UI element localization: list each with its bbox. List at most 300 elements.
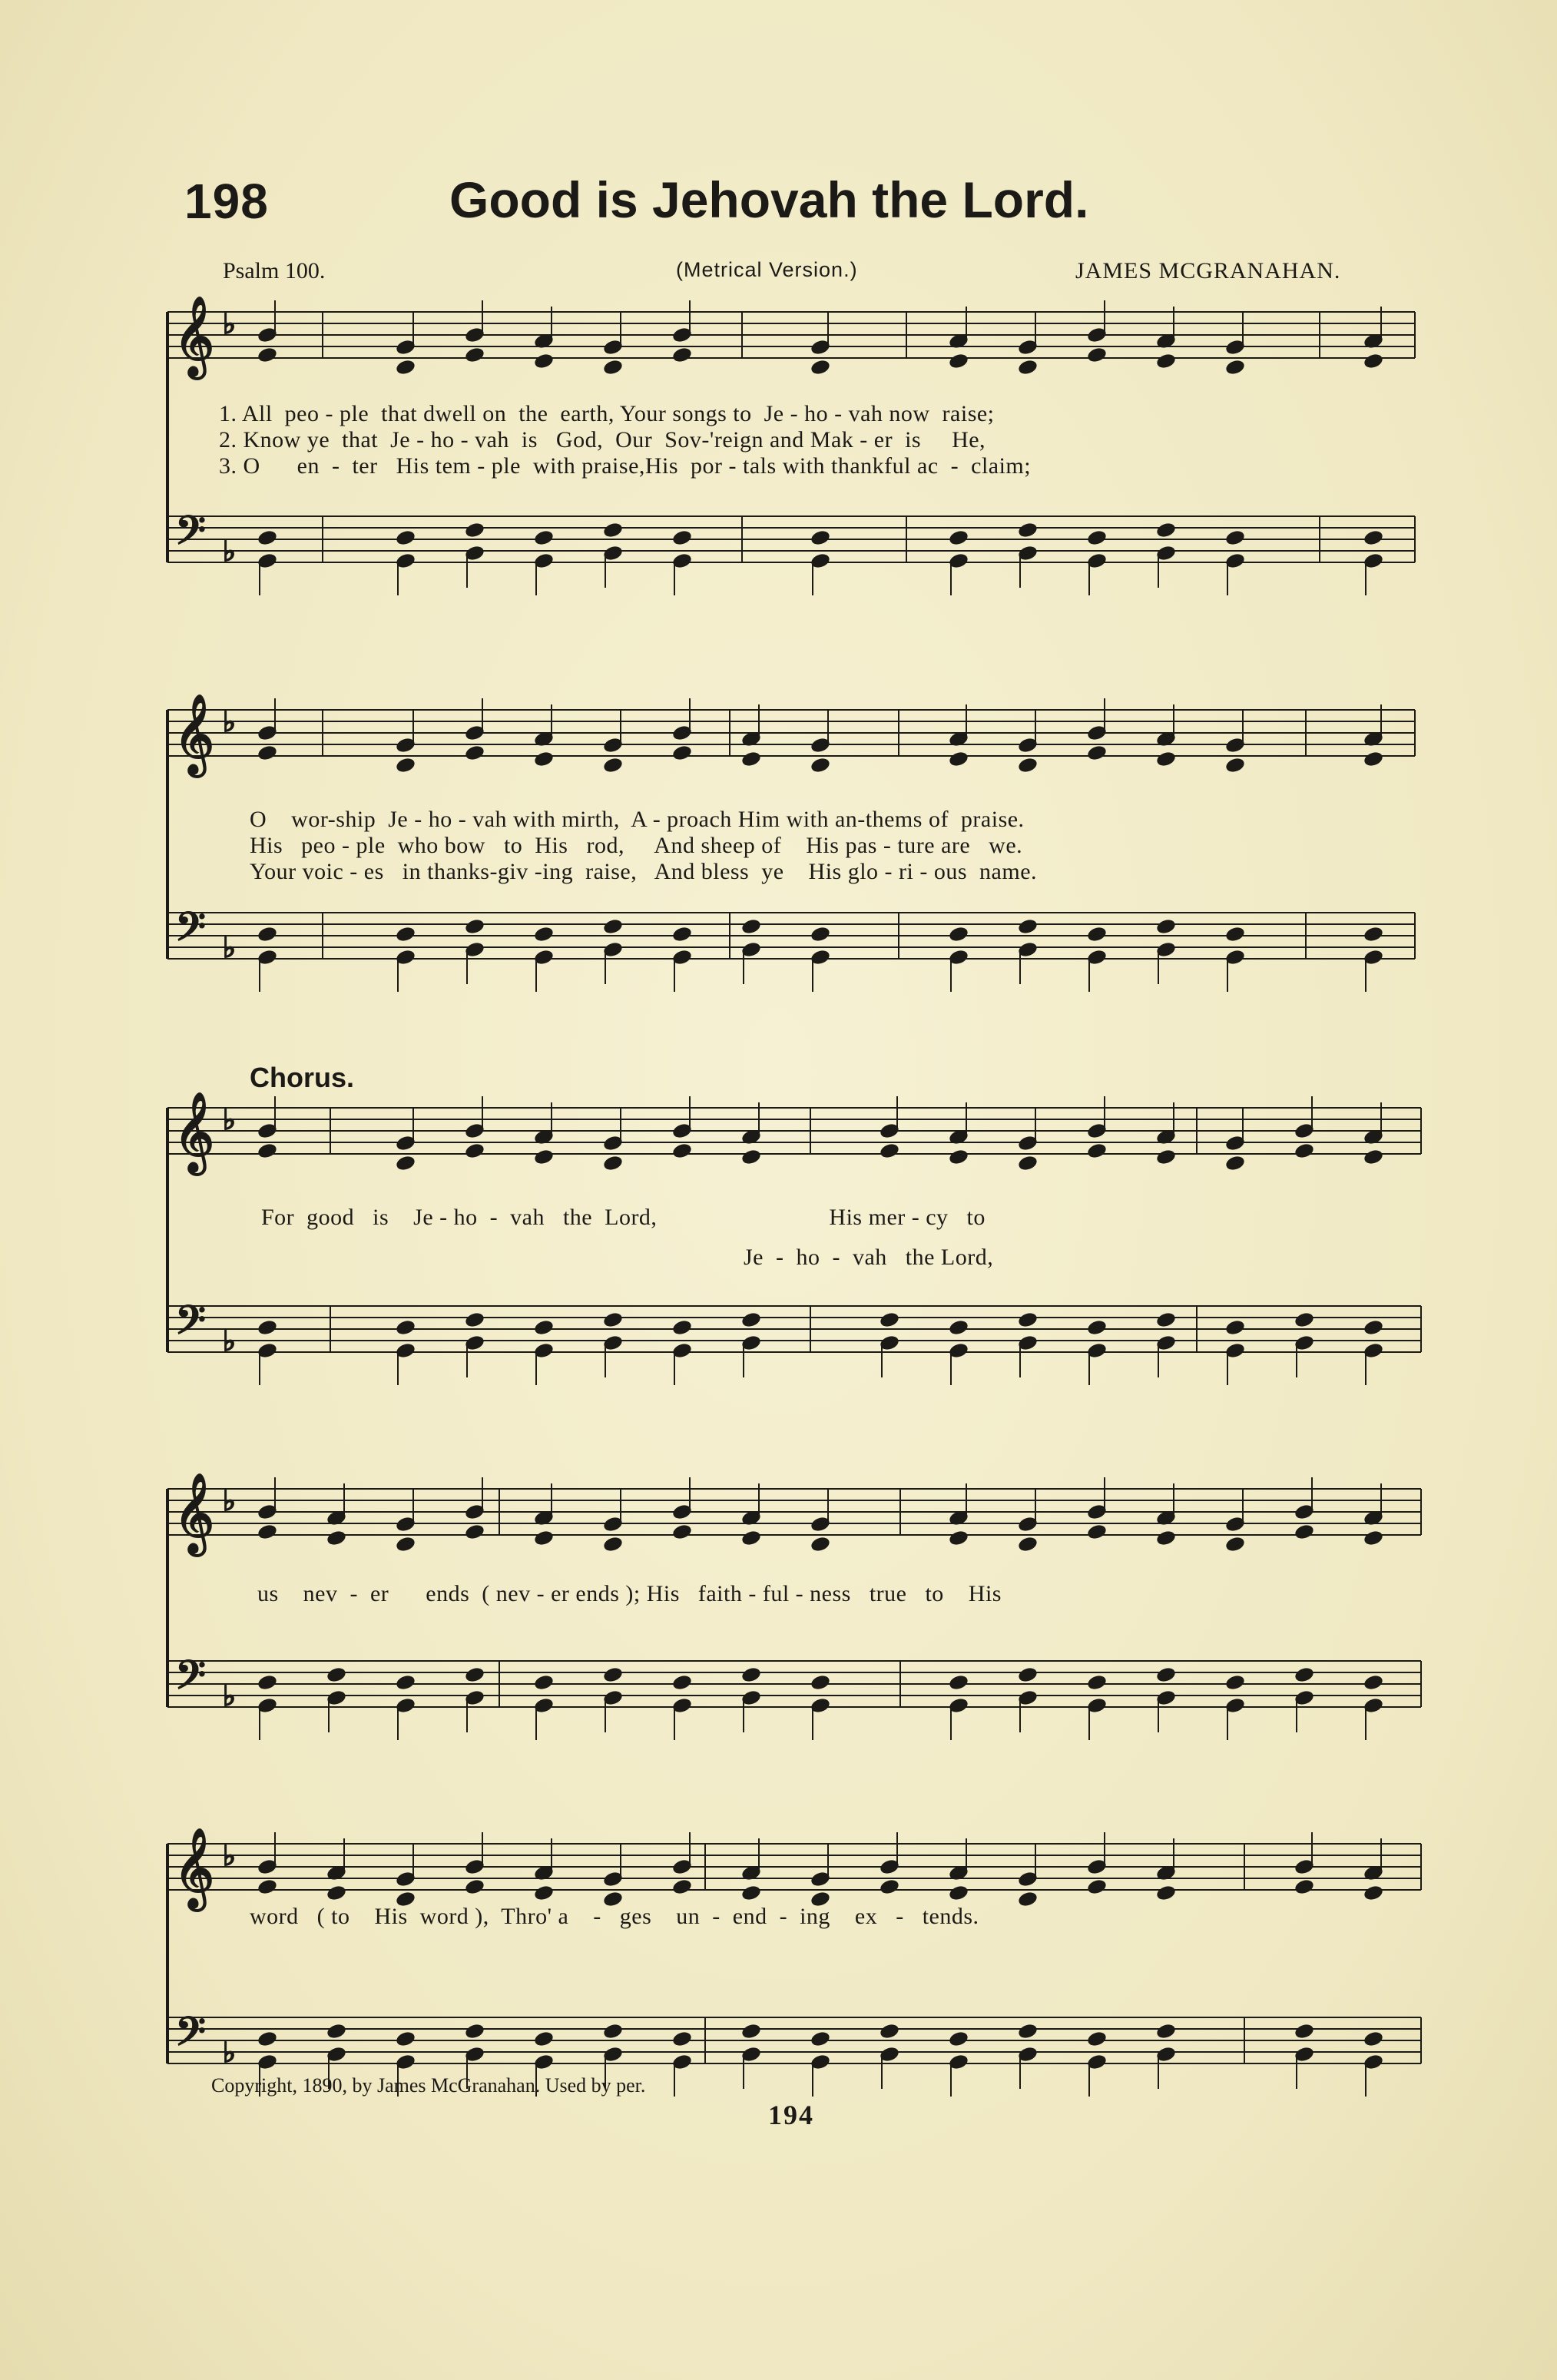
note-head (949, 1675, 968, 1691)
note-head (1087, 745, 1106, 761)
note-head (1156, 522, 1175, 539)
note-head (672, 1343, 691, 1359)
note-head (810, 1536, 830, 1553)
note-head (396, 1698, 415, 1714)
key-flat-icon: ♭ (223, 707, 236, 738)
note-head (1363, 1530, 1383, 1546)
note-head (672, 553, 691, 569)
note-head (1018, 738, 1037, 754)
note-head (672, 347, 691, 363)
note-head (1018, 919, 1037, 935)
note-head (534, 926, 553, 943)
note-head (1363, 1320, 1383, 1336)
note-head (257, 926, 277, 943)
note-head (534, 1149, 553, 1165)
note-head (1156, 545, 1175, 562)
note-head (672, 1524, 691, 1540)
note-head (1018, 1335, 1037, 1351)
note-head (1294, 1143, 1314, 1159)
note-head (465, 522, 484, 539)
note-head (1225, 1320, 1244, 1336)
note-head (1156, 1690, 1175, 1706)
note-head (396, 360, 415, 376)
note-head (1087, 1143, 1106, 1159)
note-head (465, 545, 484, 562)
note-head (257, 1524, 277, 1540)
note-head (810, 360, 830, 376)
note-head (1018, 2047, 1037, 2063)
note-head (741, 1885, 760, 1901)
note-head (534, 1320, 553, 1336)
key-flat-icon: ♭ (223, 2037, 236, 2068)
note-head (257, 950, 277, 966)
note-head (949, 1149, 968, 1165)
note-head (396, 926, 415, 943)
note-head (880, 2024, 899, 2040)
note-head (257, 1143, 277, 1159)
note-head (672, 1123, 691, 1139)
note-head (741, 942, 760, 958)
note-head (396, 950, 415, 966)
note-head (1225, 360, 1244, 376)
note-head (257, 1504, 277, 1520)
note-head (672, 1698, 691, 1714)
note-head (465, 1312, 484, 1328)
note-head (1087, 926, 1106, 943)
note-head (603, 2024, 622, 2040)
note-head (810, 2031, 830, 2047)
note-head (396, 1536, 415, 1553)
note-head (465, 1504, 484, 1520)
note-head (326, 1885, 346, 1901)
chorus-label: Chorus. (250, 1062, 355, 1093)
note-head (534, 2054, 553, 2070)
note-head (603, 757, 622, 774)
note-head (1156, 2024, 1175, 2040)
note-head (880, 1879, 899, 1895)
note-head (810, 553, 830, 569)
note-head (257, 1123, 277, 1139)
key-flat-icon: ♭ (223, 933, 236, 963)
note-head (741, 1690, 760, 1706)
note-head (603, 360, 622, 376)
note-head (396, 1675, 415, 1691)
note-head (1156, 1149, 1175, 1165)
note-head (603, 1155, 622, 1172)
note-head (949, 751, 968, 767)
note-head (1018, 757, 1037, 774)
note-head (1087, 1343, 1106, 1359)
note-head (396, 1871, 415, 1888)
note-head (396, 1517, 415, 1533)
note-head (1156, 1312, 1175, 1328)
note-head (1363, 553, 1383, 569)
note-head (672, 1320, 691, 1336)
note-head (741, 1312, 760, 1328)
note-head (1294, 2024, 1314, 2040)
note-head (1363, 926, 1383, 943)
note-head (603, 942, 622, 958)
note-head (396, 738, 415, 754)
key-flat-icon: ♭ (223, 536, 236, 567)
note-head (949, 1885, 968, 1901)
note-head (1225, 1536, 1244, 1553)
note-head (1018, 2024, 1037, 2040)
bass-clef-icon: 𝄢 (175, 507, 206, 563)
note-head (465, 745, 484, 761)
note-head (603, 919, 622, 935)
note-head (465, 1859, 484, 1875)
note-head (465, 1879, 484, 1895)
note-head (949, 1343, 968, 1359)
note-head (1156, 353, 1175, 370)
note-head (534, 1343, 553, 1359)
note-head (1087, 2031, 1106, 2047)
note-head (1294, 1335, 1314, 1351)
note-head (741, 751, 760, 767)
note-head (1225, 1698, 1244, 1714)
note-head (1363, 2031, 1383, 2047)
note-head (1294, 1690, 1314, 1706)
note-head (1156, 751, 1175, 767)
copyright-notice: Copyright, 1890, by James McGranahan. Used by per. (211, 2074, 646, 2097)
note-head (257, 2054, 277, 2070)
note-head (1018, 1871, 1037, 1888)
note-head (1294, 1504, 1314, 1520)
note-head (1156, 942, 1175, 958)
treble-clef-icon: 𝄞 (174, 1092, 215, 1172)
hymn-title: Good is Jehovah the Lord. (449, 171, 1089, 228)
verse-1-line-2: O wor-ship Je - ho - vah with mirth, A - proach Him with an-thems of praise. (250, 807, 1025, 832)
note-head (326, 1690, 346, 1706)
note-head (534, 2031, 553, 2047)
note-head (741, 2024, 760, 2040)
note-head (880, 1859, 899, 1875)
note-head (1156, 1667, 1175, 1683)
treble-clef-icon: 𝄞 (174, 694, 215, 774)
note-head (1363, 1149, 1383, 1165)
note-head (1156, 2047, 1175, 2063)
note-head (1018, 942, 1037, 958)
note-head (1018, 1667, 1037, 1683)
note-head (1225, 530, 1244, 546)
note-head (1363, 1698, 1383, 1714)
key-flat-icon: ♭ (223, 1681, 236, 1712)
note-head (1087, 327, 1106, 343)
verse-1-line-1: 1. All peo - ple that dwell on the earth, Your songs to Je - ho - vah now raise; (219, 401, 995, 426)
note-head (257, 1343, 277, 1359)
note-head (257, 530, 277, 546)
note-head (534, 353, 553, 370)
note-head (603, 1871, 622, 1888)
note-head (741, 1149, 760, 1165)
note-head (396, 530, 415, 546)
note-head (1018, 1135, 1037, 1152)
note-head (672, 327, 691, 343)
note-head (1225, 926, 1244, 943)
note-head (465, 327, 484, 343)
note-head (1363, 353, 1383, 370)
note-head (1294, 1312, 1314, 1328)
note-head (603, 1135, 622, 1152)
note-head (810, 950, 830, 966)
verse-3-line-1: 3. O en - ter His tem - ple with praise,His por - tals with thankful ac - claim; (219, 453, 1032, 479)
note-head (465, 942, 484, 958)
note-head (1363, 950, 1383, 966)
note-head (257, 2031, 277, 2047)
bass-clef-icon: 𝄢 (175, 1652, 206, 1708)
note-head (1018, 340, 1037, 356)
note-head (741, 1530, 760, 1546)
note-head (257, 1675, 277, 1691)
note-head (810, 530, 830, 546)
note-head (1156, 1335, 1175, 1351)
note-head (741, 2047, 760, 2063)
note-head (672, 2031, 691, 2047)
verse-3-line-2: Your voic - es in thanks-giv -ing raise, And bless ye His glo - ri - ous name. (250, 859, 1038, 884)
note-head (1087, 1123, 1106, 1139)
note-head (1087, 1320, 1106, 1336)
note-head (1018, 1690, 1037, 1706)
note-head (672, 2054, 691, 2070)
note-head (1156, 919, 1175, 935)
note-head (1225, 950, 1244, 966)
note-head (1294, 1667, 1314, 1683)
note-head (672, 530, 691, 546)
note-head (603, 1312, 622, 1328)
note-head (1018, 1312, 1037, 1328)
note-head (949, 926, 968, 943)
note-head (1225, 1135, 1244, 1152)
bass-clef-icon: 𝄢 (175, 903, 206, 960)
note-head (1363, 1885, 1383, 1901)
note-head (534, 530, 553, 546)
note-head (465, 1690, 484, 1706)
key-flat-icon: ♭ (223, 1486, 236, 1517)
note-head (257, 553, 277, 569)
note-head (1225, 1675, 1244, 1691)
note-head (257, 347, 277, 363)
treble-clef-icon: 𝄞 (174, 296, 215, 376)
note-head (1225, 553, 1244, 569)
note-head (672, 1143, 691, 1159)
note-head (1087, 1859, 1106, 1875)
treble-clef-icon: 𝄞 (174, 1828, 215, 1908)
note-head (603, 340, 622, 356)
note-head (1087, 1675, 1106, 1691)
bass-clef-icon: 𝄢 (175, 2008, 206, 2064)
note-head (880, 1123, 899, 1139)
note-head (603, 1517, 622, 1533)
note-head (1018, 1536, 1037, 1553)
note-head (880, 1312, 899, 1328)
note-head (1018, 522, 1037, 539)
note-head (1294, 1859, 1314, 1875)
note-head (1363, 2054, 1383, 2070)
note-head (810, 1675, 830, 1691)
note-head (396, 553, 415, 569)
psalm-reference: Psalm 100. (223, 258, 326, 283)
note-head (326, 2024, 346, 2040)
note-head (1225, 738, 1244, 754)
key-flat-icon: ♭ (223, 1105, 236, 1135)
note-head (741, 919, 760, 935)
note-head (1225, 340, 1244, 356)
note-head (603, 1667, 622, 1683)
note-head (1087, 1879, 1106, 1895)
key-flat-icon: ♭ (223, 1326, 236, 1357)
note-head (672, 725, 691, 741)
note-head (603, 1690, 622, 1706)
note-head (396, 2054, 415, 2070)
note-head (326, 1530, 346, 1546)
note-head (257, 1698, 277, 1714)
note-head (257, 1320, 277, 1336)
note-head (1294, 1879, 1314, 1895)
note-head (1225, 1517, 1244, 1533)
note-head (880, 1335, 899, 1351)
chorus-line-1-alto: Je - ho - vah the Lord, (744, 1245, 994, 1270)
note-head (396, 2031, 415, 2047)
note-head (465, 1335, 484, 1351)
note-head (257, 725, 277, 741)
note-head (672, 1504, 691, 1520)
note-head (1018, 1517, 1037, 1533)
note-head (603, 522, 622, 539)
note-head (1294, 1123, 1314, 1139)
note-head (672, 1879, 691, 1895)
note-head (1363, 530, 1383, 546)
note-head (465, 2024, 484, 2040)
note-head (1018, 1155, 1037, 1172)
note-head (741, 1667, 760, 1683)
note-head (1087, 1504, 1106, 1520)
note-head (396, 1155, 415, 1172)
treble-clef-icon: 𝄞 (174, 1473, 215, 1553)
note-head (603, 1536, 622, 1553)
page-number: 194 (768, 2100, 814, 2130)
version-note: (Metrical Version.) (676, 258, 858, 281)
note-head (326, 2047, 346, 2063)
note-head (1018, 545, 1037, 562)
note-head (1225, 1155, 1244, 1172)
note-head (257, 745, 277, 761)
note-head (949, 1530, 968, 1546)
note-head (949, 353, 968, 370)
note-head (672, 1859, 691, 1875)
note-head (810, 926, 830, 943)
note-head (534, 1530, 553, 1546)
note-head (741, 1335, 760, 1351)
note-head (880, 2047, 899, 2063)
note-head (465, 1524, 484, 1540)
note-head (949, 950, 968, 966)
note-head (465, 1123, 484, 1139)
verse-2-line-1: 2. Know ye that Je - ho - vah is God, Our Sov-'reign and Mak - er is He, (219, 427, 986, 452)
note-head (949, 2054, 968, 2070)
note-head (672, 1675, 691, 1691)
note-head (1087, 1698, 1106, 1714)
note-head (1363, 751, 1383, 767)
note-head (1087, 725, 1106, 741)
note-head (534, 1675, 553, 1691)
key-flat-icon: ♭ (223, 309, 236, 340)
note-head (1294, 2047, 1314, 2063)
note-head (1225, 757, 1244, 774)
note-head (603, 545, 622, 562)
note-head (810, 340, 830, 356)
note-head (810, 1517, 830, 1533)
note-head (949, 2031, 968, 2047)
note-head (465, 919, 484, 935)
note-head (326, 1667, 346, 1683)
note-head (1087, 553, 1106, 569)
note-head (396, 1343, 415, 1359)
note-head (949, 530, 968, 546)
note-head (534, 553, 553, 569)
note-head (949, 1320, 968, 1336)
verse-2-line-2: His peo - ple who bow to His rod, And sheep of His pas - ture are we. (250, 833, 1023, 858)
note-head (465, 725, 484, 741)
note-head (257, 1859, 277, 1875)
note-head (1156, 1530, 1175, 1546)
note-head (949, 553, 968, 569)
key-flat-icon: ♭ (223, 1841, 236, 1871)
chorus-line-3: word ( to His word ), Thro' a - ges un - end - ing ex - tends. (250, 1904, 979, 1929)
bass-clef-icon: 𝄢 (175, 1297, 206, 1353)
note-head (1294, 1524, 1314, 1540)
note-head (810, 1698, 830, 1714)
note-head (1087, 530, 1106, 546)
note-head (1087, 347, 1106, 363)
note-head (396, 340, 415, 356)
note-head (672, 745, 691, 761)
note-head (810, 757, 830, 774)
note-head (257, 327, 277, 343)
note-head (396, 757, 415, 774)
note-head (810, 2054, 830, 2070)
note-head (1225, 1343, 1244, 1359)
note-head (810, 1871, 830, 1888)
chorus-line-2: us nev - er ends ( nev - er ends ); His faith - ful - ness true to His (257, 1581, 1002, 1606)
note-head (257, 1879, 277, 1895)
chorus-line-1: For good is Je - ho - vah the Lord, His mer - cy to (261, 1205, 986, 1230)
note-head (534, 950, 553, 966)
note-head (396, 1135, 415, 1152)
note-head (949, 1698, 968, 1714)
hymn-number: 198 (184, 174, 269, 229)
note-head (1156, 1885, 1175, 1901)
note-head (1363, 1343, 1383, 1359)
note-head (1018, 360, 1037, 376)
note-head (1087, 1524, 1106, 1540)
note-head (1087, 950, 1106, 966)
note-head (534, 1885, 553, 1901)
note-head (810, 738, 830, 754)
note-head (603, 1335, 622, 1351)
note-head (672, 926, 691, 943)
note-head (672, 950, 691, 966)
note-head (1087, 2054, 1106, 2070)
note-head (534, 751, 553, 767)
note-head (465, 2047, 484, 2063)
note-head (465, 347, 484, 363)
composer-name: JAMES MCGRANAHAN. (1075, 258, 1341, 283)
note-head (1363, 1675, 1383, 1691)
note-head (1018, 1891, 1037, 1908)
note-head (603, 2047, 622, 2063)
note-head (396, 1320, 415, 1336)
